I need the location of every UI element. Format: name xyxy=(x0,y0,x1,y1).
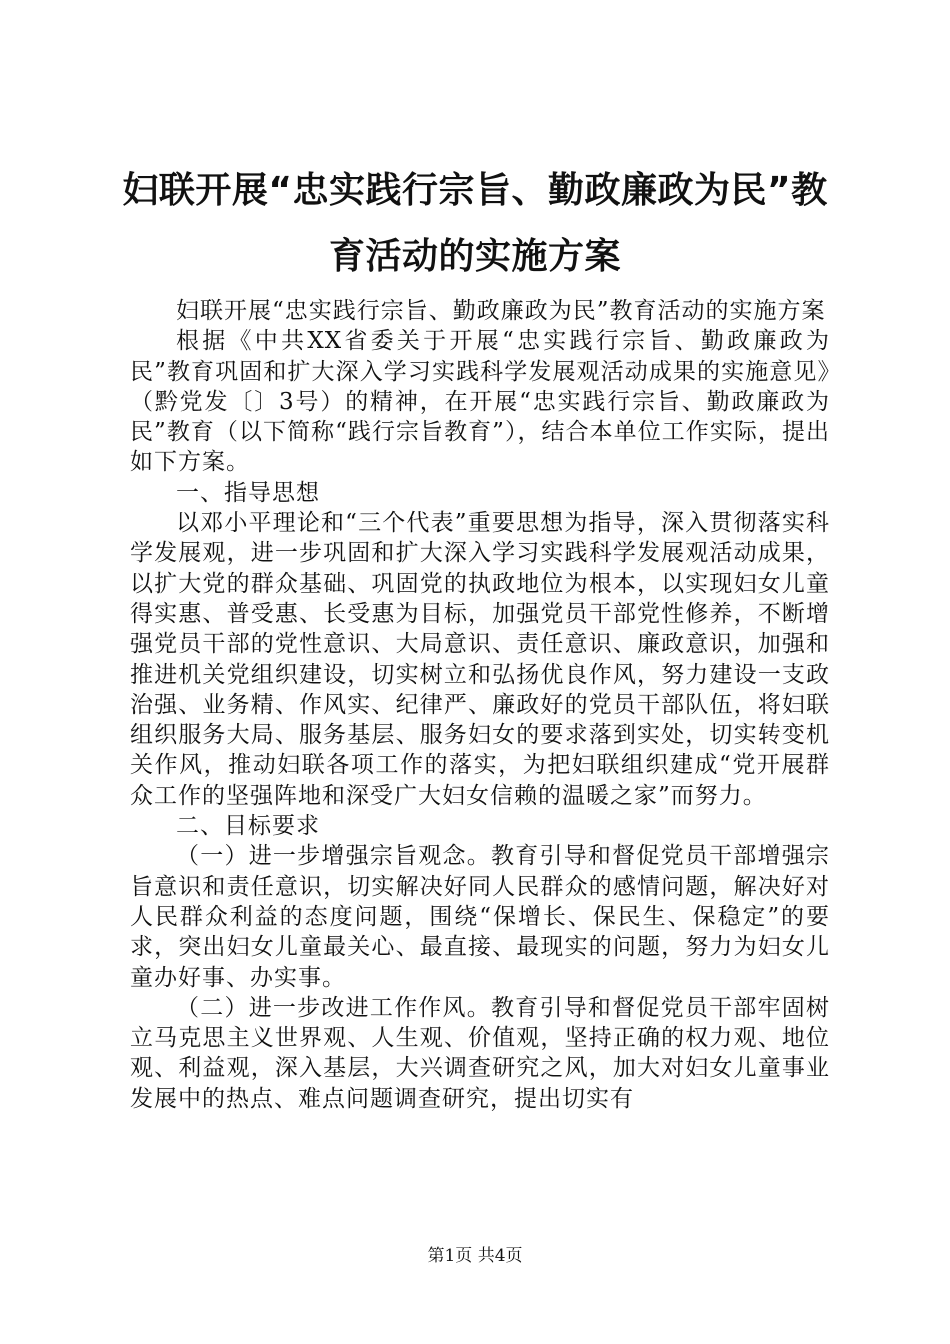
paragraph-subtitle: 妇联开展“忠实践行宗旨、勤政廉政为民”教育活动的实施方案 xyxy=(176,298,826,324)
paragraph-intro: 根据《中共XX省委关于开展“忠实践行宗旨、勤政廉政为民”教育巩固和扩大深入学习实践科学发展观活动成果的实施意见》（黔党发〔〕3号）的精神，在开展“忠实践行宗旨、勤政廉政为民”教育（以下简称“践行宗旨教育”），结合本单位工作实际，提出如下方案。 xyxy=(130,328,830,476)
section-heading-goals: 二、目标要求 xyxy=(176,813,320,840)
page-number-footer: 第1页 共4页 xyxy=(427,1246,523,1266)
document-title: 妇联开展“忠实践行宗旨、勤政廉政为民”教育活动的实施方案 xyxy=(122,170,828,277)
section-heading-guiding-ideology: 一、指导思想 xyxy=(176,479,320,506)
paragraph-goal-2: （二）进一步改进工作作风。教育引导和督促党员干部牢固树立马克思主义世界观、人生观、价值观，坚持正确的权力观、地位观、利益观，深入基层，大兴调查研究之风，加大对妇女儿童事业发展中的热点、难点问题调查研究，提出切实有 xyxy=(130,994,830,1112)
document-body xyxy=(130,296,830,1114)
paragraph-goal-1: （一）进一步增强宗旨观念。教育引导和督促党员干部增强宗旨意识和责任意识，切实解决好同人民群众的感情问题，解决好对人民群众利益的态度问题，围绕“保增长、保民生、保稳定”的要求，突出妇女儿童最关心、最直接、最现实的问题，努力为妇女儿童办好事、办实事。 xyxy=(130,843,830,991)
paragraph-guiding-ideology: 以邓小平理论和“三个代表”重要思想为指导，深入贯彻落实科学发展观，进一步巩固和扩大深入学习实践科学发展观活动成果，以扩大党的群众基础、巩固党的执政地位为根本，以实现妇女儿童得实惠、普受惠、长受惠为目标，加强党员干部党性修养，不断增强党员干部的党性意识、大局意识、责任意识、廉政意识，加强和推进机关党组织建设，切实树立和弘扬优良作风，努力建设一支政治强、业务精、作风实、纪律严、廉政好的党员干部队伍，将妇联组织服务大局、服务基层、服务妇女的要求落到实处，切实转变机关作风，推动妇联各项工作的落实，为把妇联组织建成“党开展群众工作的坚强阵地和深受广大妇女信赖的温暖之家”而努力。 xyxy=(130,510,830,809)
